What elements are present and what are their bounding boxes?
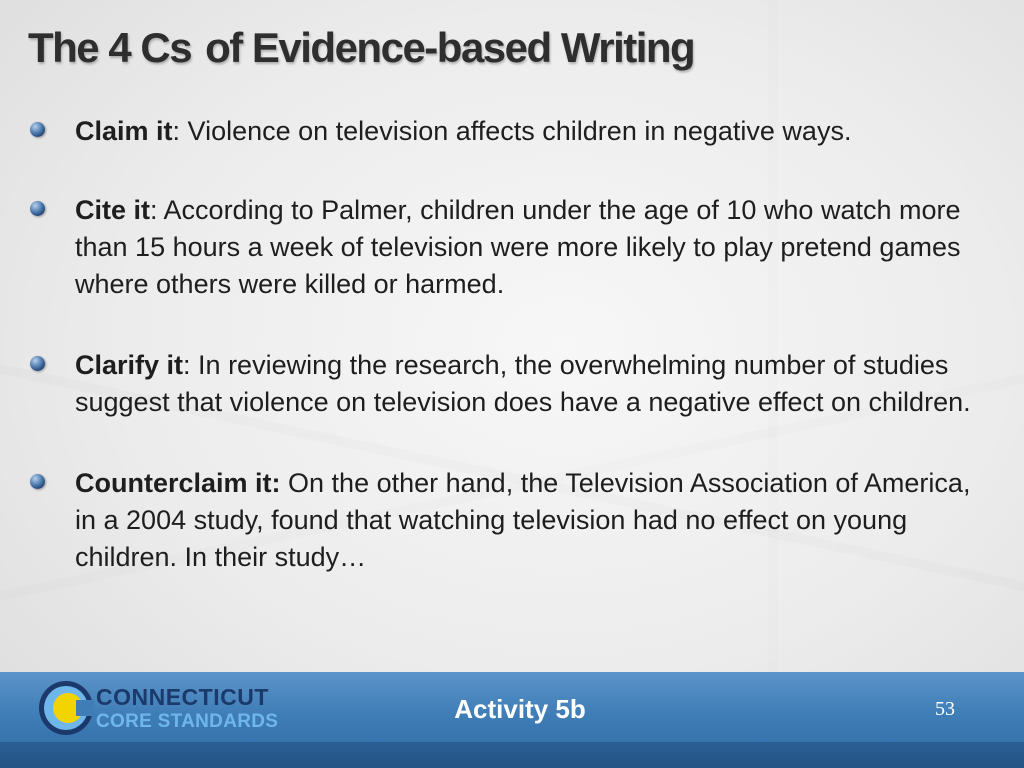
bullet-dot-icon — [30, 474, 45, 489]
slide-title — [28, 24, 694, 72]
bullet-dot-icon — [30, 122, 45, 137]
bullet-separator: : — [150, 195, 158, 225]
bullet-dot-icon — [30, 356, 45, 371]
title-part-1: The 4 Cs — [28, 24, 192, 71]
bullet-counterclaim — [30, 465, 980, 576]
activity-label: Activity 5b — [454, 694, 586, 724]
bullet-term: Clarify it — [75, 350, 184, 380]
page-number: 53 — [935, 698, 955, 720]
footer-bar — [0, 672, 1024, 768]
bullet-term: Cite it — [75, 195, 151, 225]
bullet-text: According to Palmer, children under the age of 10 who watch more than 15 hours a week of television were more likely to play pretend games where others were killed or harmed. — [75, 195, 961, 299]
bullet-text: Violence on television affects children in negative ways. — [180, 116, 852, 146]
footer-strip — [0, 742, 1024, 768]
connecticut-core-standards-logo — [38, 680, 298, 736]
bullet-cite — [30, 192, 980, 303]
logo-text-connecticut: CONNECTICUT — [96, 684, 269, 710]
bullet-separator: : — [172, 116, 181, 146]
bullet-list — [30, 113, 980, 620]
logo-c-icon — [38, 680, 94, 736]
bullet-text: On the other hand, the Television Association of America, in a 2004 study, found that watching television had no effect on young children. In their study… — [75, 468, 971, 572]
logo-text-core-standards: CORE STANDARDS — [96, 711, 279, 732]
title-part-2: of Evidence-based Writing — [205, 24, 695, 71]
bullet-dot-icon — [30, 201, 45, 216]
bullet-text: In reviewing the research, the overwhelming number of studies suggest that violence on television does have a negative effect on children. — [75, 350, 971, 417]
bullet-term: Counterclaim it: — [75, 468, 281, 498]
bullet-claim — [30, 113, 980, 150]
bullet-separator: : — [183, 350, 191, 380]
bullet-clarify — [30, 347, 980, 421]
bullet-term: Claim it — [75, 116, 173, 146]
